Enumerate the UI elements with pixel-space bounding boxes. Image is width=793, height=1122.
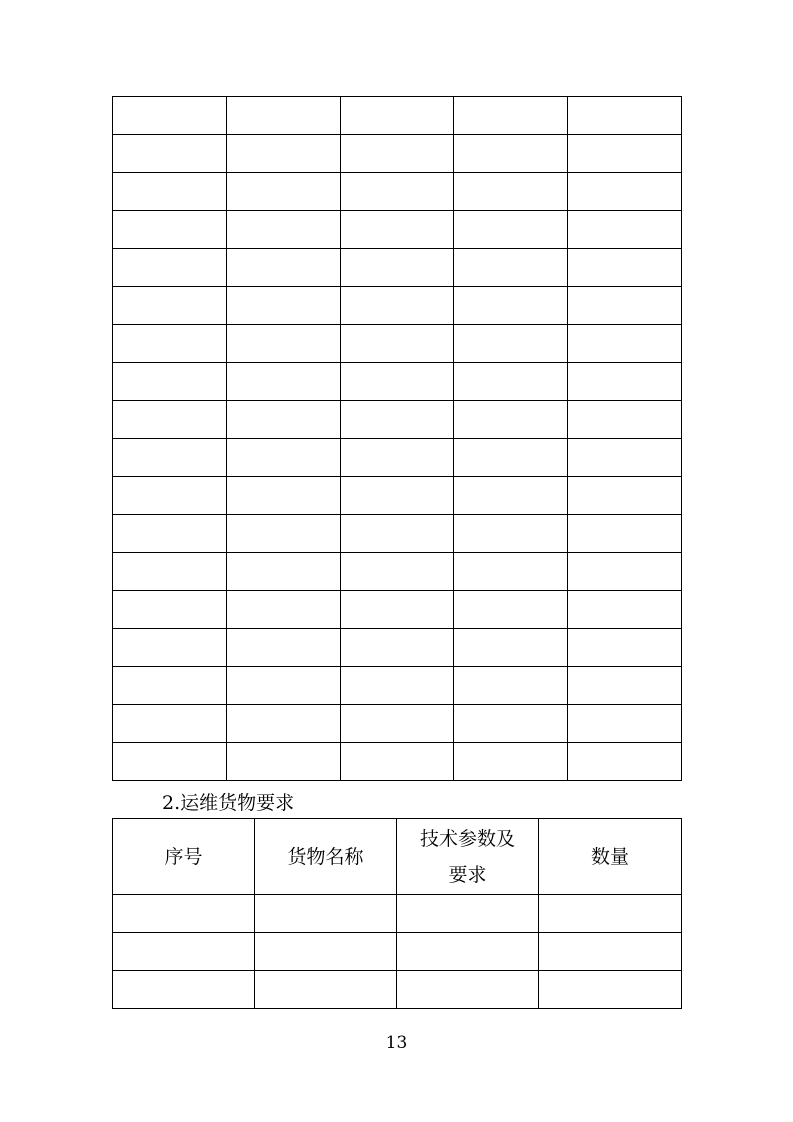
table-cell	[113, 135, 227, 173]
table-header-row	[113, 819, 682, 895]
table-cell	[454, 553, 568, 591]
table-cell	[113, 287, 227, 325]
table-cell	[539, 971, 682, 1009]
continued-table	[112, 96, 682, 781]
table-cell	[454, 591, 568, 629]
table-row	[113, 629, 682, 667]
table-row	[113, 515, 682, 553]
table-cell	[227, 477, 341, 515]
table-cell	[227, 325, 341, 363]
table-row	[113, 401, 682, 439]
table-cell	[454, 629, 568, 667]
table-cell	[397, 971, 539, 1009]
table-cell	[113, 249, 227, 287]
table-cell	[113, 667, 227, 705]
table-cell	[454, 705, 568, 743]
header-cell-index: 序号	[113, 819, 255, 895]
table-cell	[568, 287, 682, 325]
header-cell-tech-params: 技术参数及 要求	[397, 819, 539, 895]
table-row	[113, 667, 682, 705]
table-cell	[255, 933, 397, 971]
table-cell	[341, 287, 454, 325]
table-cell	[113, 173, 227, 211]
table-cell	[341, 705, 454, 743]
table-row	[113, 325, 682, 363]
table-cell	[341, 477, 454, 515]
table-cell	[341, 553, 454, 591]
table-cell	[227, 591, 341, 629]
table-cell	[397, 933, 539, 971]
table-row	[113, 363, 682, 401]
table-cell	[113, 933, 255, 971]
table-cell	[113, 401, 227, 439]
table-row	[113, 743, 682, 781]
table-cell	[454, 439, 568, 477]
table-cell	[113, 363, 227, 401]
table-row	[113, 211, 682, 249]
table-cell	[227, 629, 341, 667]
table-cell	[227, 553, 341, 591]
table-cell	[227, 287, 341, 325]
table-cell	[454, 363, 568, 401]
table-cell	[454, 211, 568, 249]
table-cell	[113, 439, 227, 477]
table-cell	[113, 971, 255, 1009]
table-cell	[341, 743, 454, 781]
table-cell	[227, 743, 341, 781]
table-cell	[113, 591, 227, 629]
table-cell	[255, 895, 397, 933]
table-cell	[539, 895, 682, 933]
table-row	[113, 591, 682, 629]
table-cell	[113, 515, 227, 553]
table-cell	[341, 591, 454, 629]
table-cell	[227, 363, 341, 401]
table-cell	[113, 553, 227, 591]
table-cell	[454, 97, 568, 135]
table-cell	[568, 363, 682, 401]
table-cell	[113, 211, 227, 249]
table-row	[113, 173, 682, 211]
table-cell	[113, 97, 227, 135]
table-cell	[454, 249, 568, 287]
table-cell	[341, 173, 454, 211]
table-cell	[568, 211, 682, 249]
table-cell	[568, 173, 682, 211]
table-cell	[568, 705, 682, 743]
table-cell	[341, 629, 454, 667]
table-cell	[568, 591, 682, 629]
table-cell	[454, 401, 568, 439]
table-cell	[397, 895, 539, 933]
table-cell	[255, 971, 397, 1009]
table-cell	[568, 629, 682, 667]
table-cell	[568, 667, 682, 705]
table-cell	[113, 895, 255, 933]
table-cell	[227, 439, 341, 477]
table-cell	[341, 439, 454, 477]
table-cell	[227, 211, 341, 249]
goods-requirements-table	[112, 818, 682, 1009]
table-cell	[568, 325, 682, 363]
table-row	[113, 287, 682, 325]
table-cell	[341, 325, 454, 363]
table-cell	[113, 629, 227, 667]
table-cell	[539, 933, 682, 971]
table-cell	[227, 135, 341, 173]
table-row	[113, 895, 682, 933]
table-cell	[454, 287, 568, 325]
table-cell	[568, 477, 682, 515]
table-cell	[227, 705, 341, 743]
table-cell	[113, 325, 227, 363]
table-cell	[568, 135, 682, 173]
table-cell	[341, 211, 454, 249]
table-cell	[341, 135, 454, 173]
table-cell	[568, 743, 682, 781]
table-cell	[227, 97, 341, 135]
table-cell	[341, 97, 454, 135]
section-heading: 2.运维货物要求	[162, 792, 295, 814]
header-cell-quantity: 数量	[539, 819, 682, 895]
table-cell	[454, 325, 568, 363]
page-number: 13	[385, 1033, 408, 1053]
table-cell	[113, 705, 227, 743]
table-cell	[341, 363, 454, 401]
table-cell	[454, 135, 568, 173]
table-row	[113, 439, 682, 477]
table-cell	[227, 401, 341, 439]
table-cell	[568, 553, 682, 591]
table-cell	[341, 249, 454, 287]
table-cell	[454, 515, 568, 553]
table-row	[113, 249, 682, 287]
table-cell	[341, 401, 454, 439]
header-cell-goods-name: 货物名称	[255, 819, 397, 895]
table-row	[113, 705, 682, 743]
table-row	[113, 971, 682, 1009]
table-cell	[113, 477, 227, 515]
table-cell	[341, 667, 454, 705]
table-cell	[568, 249, 682, 287]
table-cell	[454, 667, 568, 705]
table-row	[113, 477, 682, 515]
table-cell	[568, 97, 682, 135]
table-cell	[227, 667, 341, 705]
continued-table-body	[113, 97, 682, 781]
table-cell	[454, 477, 568, 515]
table-row	[113, 933, 682, 971]
table-row	[113, 553, 682, 591]
table-cell	[227, 249, 341, 287]
table-cell	[113, 743, 227, 781]
table-cell	[454, 173, 568, 211]
table-row	[113, 135, 682, 173]
table-cell	[454, 743, 568, 781]
table-cell	[568, 439, 682, 477]
table-cell	[227, 515, 341, 553]
table-cell	[227, 173, 341, 211]
table-cell	[341, 515, 454, 553]
table-row	[113, 97, 682, 135]
table-cell	[568, 515, 682, 553]
table-cell	[568, 401, 682, 439]
